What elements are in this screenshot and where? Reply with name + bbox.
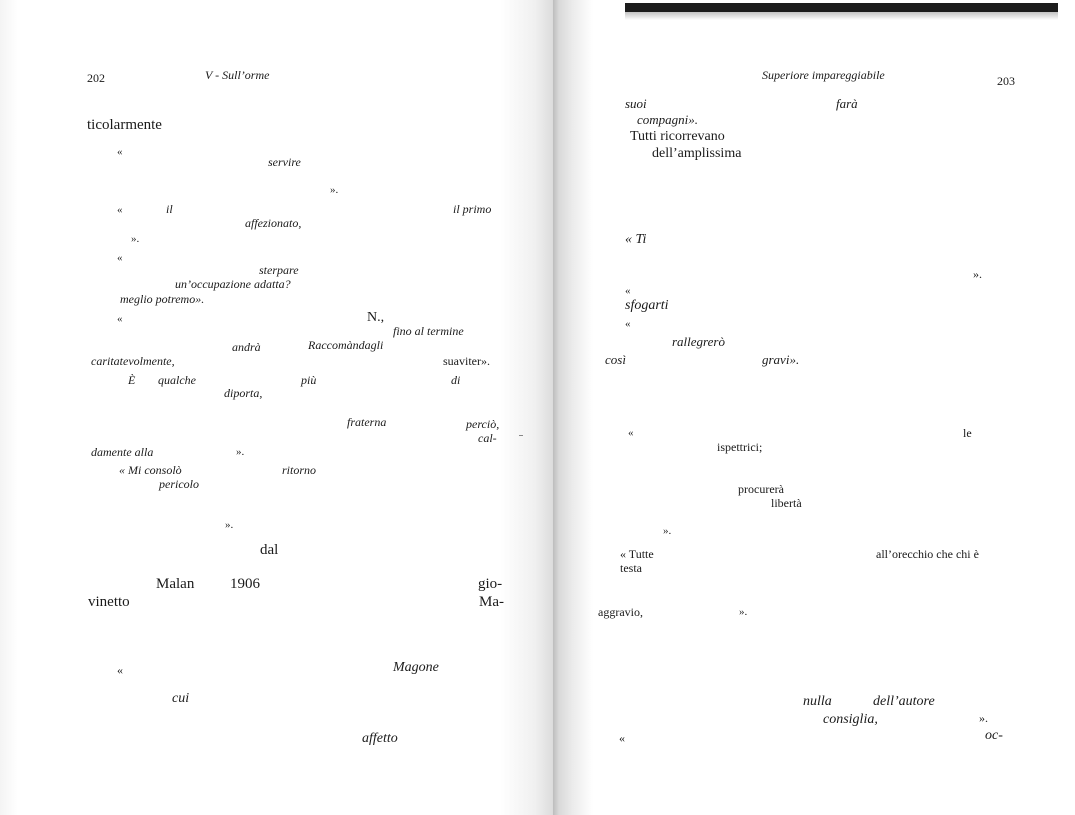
text-line: « [117,204,123,216]
scan-edge-shadow [625,12,1058,20]
text-line: perciò, [466,417,500,431]
text-line: affezionato, [245,216,302,230]
text-line: ». [330,184,339,196]
text-line: Magone [393,660,439,675]
text-line: ticolarmente [87,117,162,133]
text-line: È [128,373,136,387]
text-line: oc- [985,728,1003,743]
text-line: fraterna [347,415,387,429]
text-line: procurerà [738,482,784,496]
text-line: ». [663,525,672,537]
text-line: Tutti ricorrevano [630,129,725,144]
text-line: ritorno [282,463,317,477]
text-line: « Mi consolò [119,463,182,477]
text-line: qualche [158,373,196,387]
text-line: farà [836,96,858,111]
text-line: « Tutte [620,547,654,561]
text-line: ». [236,446,245,458]
page-number-left: 202 [87,71,105,85]
text-line: testa [620,561,642,575]
text-line: servire [268,155,301,169]
text-line: fino al termine [393,324,464,338]
text-line: ispettrici; [717,440,763,454]
text-line: damente alla [91,445,154,459]
text-line: un’occupazione adatta? [175,277,291,291]
running-head-right: Superiore impareggiabile [762,68,885,82]
text-line: gravi». [762,352,800,367]
text-line: pericolo [159,477,199,491]
text-line: ». [973,267,982,281]
margin-mark [519,435,523,436]
text-line: diporta, [224,386,263,400]
text-line: sterpare [259,263,299,277]
text-line: cui [172,691,190,706]
text-line: rallegrerò [672,334,725,349]
text-line: compagni». [637,112,699,127]
text-line: « [628,427,634,439]
text-line: Malan [156,576,195,592]
text-line: affetto [362,731,398,746]
text-line: il primo [453,202,492,216]
text-line: il [166,202,173,216]
text-line: Raccomàndagli [308,338,384,352]
text-line: dell’autore [873,694,935,709]
text-line: « [117,663,123,677]
text-line: « [625,285,631,297]
text-line: le [963,426,972,440]
text-line: dell’amplissima [652,146,742,161]
text-line: ». [131,233,140,245]
text-line: così [605,352,626,367]
text-line: ». [739,606,748,618]
scan-edge-bar [625,3,1058,12]
text-line: Ma- [479,594,504,610]
text-line: aggravio, [598,605,643,619]
right-page [553,0,1075,815]
page-number-right: 203 [997,74,1015,88]
text-line: gio- [478,576,503,592]
text-line: ». [979,711,988,725]
text-line: « [619,731,625,745]
text-line: caritatevolmente, [91,354,175,368]
text-line: libertà [771,496,802,510]
text-line: ». [225,519,234,531]
text-line: all’orecchio che chi è [876,547,979,561]
text-line: sfogarti [625,298,669,313]
text-line: dal [260,542,279,558]
text-line: « [117,313,123,325]
running-head-left: V - Sull’orme [205,68,270,82]
text-line: nulla [803,694,832,709]
text-line: andrà [232,340,261,354]
text-line: suaviter». [443,354,490,368]
text-line: suoi [625,96,647,111]
text-line: consiglia, [823,712,878,727]
text-line: più [301,373,317,387]
text-line: meglio potremo». [120,292,205,306]
text-line: vinetto [88,594,130,610]
text-line: di [451,373,461,387]
text-line: « [117,252,123,264]
text-line: N., [367,310,385,325]
text-line: cal- [478,431,497,445]
text-line: « Ti [625,232,647,247]
text-line: 1906 [230,576,260,592]
text-line: « [117,146,123,158]
text-line: « [625,318,631,330]
